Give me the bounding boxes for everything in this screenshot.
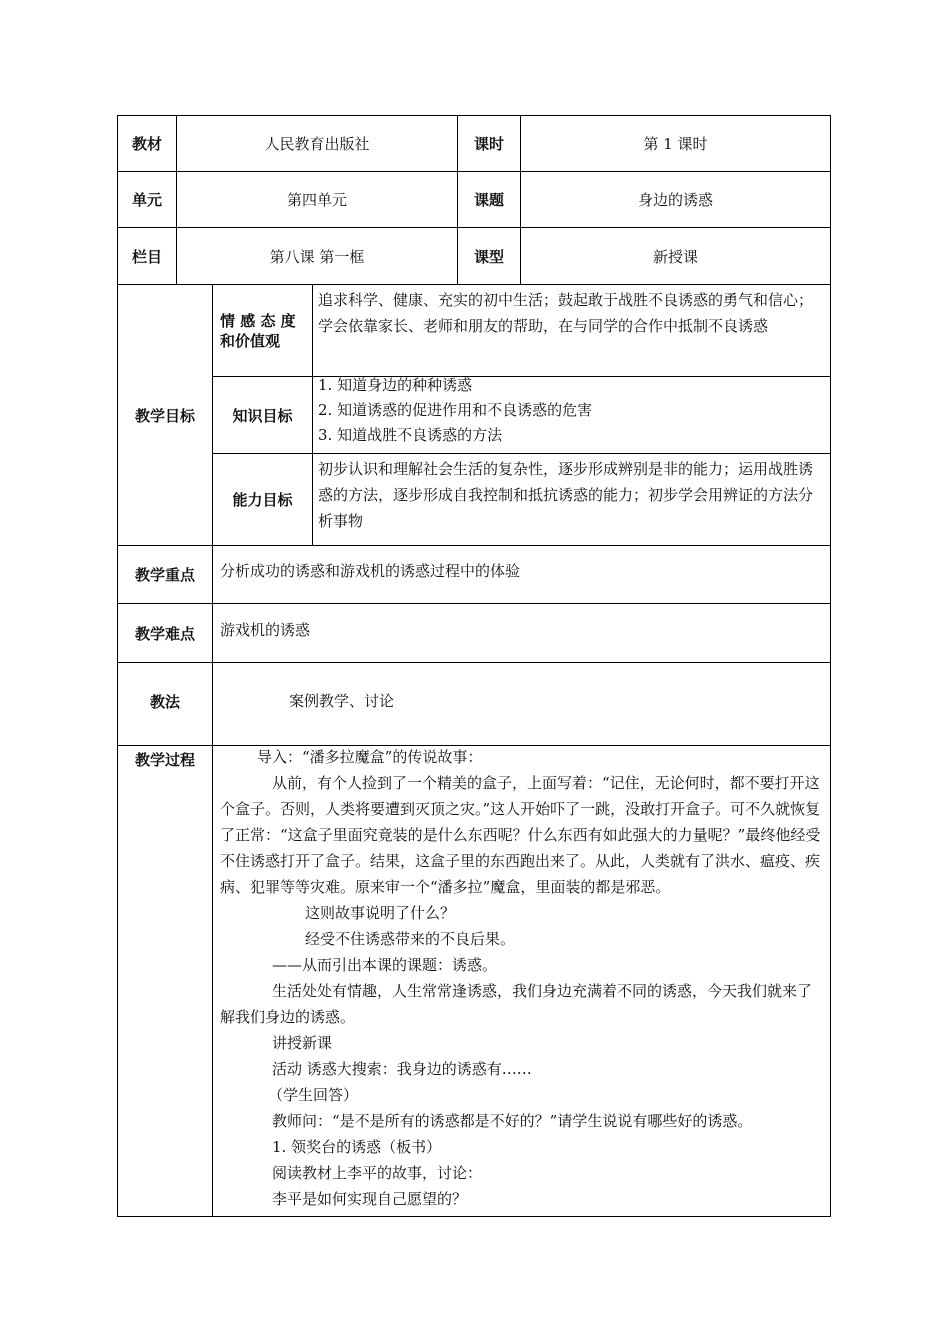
goal-knowledge-item: 1. 知道身边的种种诱惑 <box>318 376 473 394</box>
process-line: ——从而引出本课的课题：诱惑。 <box>272 956 498 974</box>
difficulty-text: 游戏机的诱惑 <box>220 621 311 639</box>
goal-ability-label: 能力目标 <box>232 491 293 509</box>
goal-knowledge-label: 知识目标 <box>232 406 293 425</box>
goal-attitude-text: 追求科学、健康、充实的初中生活；鼓起敢于战胜不良诱惑的勇气和信心；学会依靠家长、老师和朋友的帮助，在与同学的合作中抵制不良诱惑 <box>318 291 814 335</box>
process-line: 经受不住诱惑带来的不良后果。 <box>305 930 516 948</box>
key-point-label: 教学重点 <box>134 566 195 584</box>
teaching-goals-label: 教学目标 <box>134 406 195 425</box>
period-value: 第 1 课时 <box>643 135 708 153</box>
process-line: 1. 领奖台的诱惑（板书） <box>272 1138 442 1156</box>
goal-knowledge-item: 2. 知道诱惑的促进作用和不良诱惑的危害 <box>318 401 593 419</box>
process-paragraph: 从前，有个人捡到了一个精美的盒子，上面写着：“记住，无论何时，都不要打开这个盒子。否则，人类将要遭到灭顶之灾。”这人开始吓了一跳，没敢打开盒子。可不久就恢复了正常：“这盒子里面究竟装的是什么东西呢？什么东西有如此强大的力量呢？”最终他经受不住诱惑打开了盒子。结果，这盒子里的东西跑出来了。从此，人类就有了洪水、瘟疫、疾病、犯罪等等灾难。原来审一个“潘多拉”魔盒，里面装的都是邪恶。 <box>220 774 821 896</box>
column-value: 第八课 第一框 <box>269 247 365 266</box>
goal-knowledge-list <box>318 373 826 453</box>
method-text: 案例教学、讨论 <box>289 692 395 710</box>
process-line: 讲授新课 <box>272 1034 333 1052</box>
textbook-label: 教材 <box>131 135 162 153</box>
process-line: 这则故事说明了什么？ <box>305 904 456 922</box>
process-line: 活动 诱惑大搜索：我身边的诱惑有…… <box>272 1060 532 1078</box>
key-point-text: 分析成功的诱惑和游戏机的诱惑过程中的体验 <box>220 562 521 580</box>
textbook-value: 人民教育出版社 <box>264 135 370 153</box>
lesson-type-label: 课型 <box>473 247 504 266</box>
process-line: 阅读教材上李平的故事，讨论： <box>272 1164 483 1182</box>
goal-ability-text: 初步认识和理解社会生活的复杂性，逐步形成辨别是非的能力；运用战胜诱惑的方法，逐步形成自我控制和抵抗诱惑的能力；初步学会用辨证的方法分析事物 <box>318 460 814 530</box>
topic-label: 课题 <box>473 191 504 209</box>
unit-label: 单元 <box>131 191 162 209</box>
period-label: 课时 <box>473 135 504 153</box>
difficulty-label: 教学难点 <box>134 624 195 643</box>
process-label: 教学过程 <box>134 750 195 769</box>
process-line: （学生回答） <box>268 1086 359 1104</box>
goal-attitude-label: 情 感 态 度和价值观 <box>220 312 296 350</box>
method-label: 教法 <box>149 692 180 711</box>
unit-value: 第四单元 <box>286 191 347 209</box>
column-label: 栏目 <box>131 247 162 266</box>
lesson-type-value: 新授课 <box>652 247 698 266</box>
goal-knowledge-item: 3. 知道战胜不良诱惑的方法 <box>318 426 503 444</box>
process-line: 导入：“潘多拉魔盒”的传说故事： <box>257 748 483 766</box>
topic-value: 身边的诱惑 <box>637 191 713 209</box>
process-paragraph: 生活处处有情趣，人生常常逢诱惑，我们身边充满着不同的诱惑，今天我们就来了解我们身边的诱惑。 <box>220 982 813 1026</box>
process-line: 李平是如何实现自己愿望的？ <box>272 1190 468 1208</box>
process-body <box>220 744 824 1212</box>
process-line: 教师问：“是不是所有的诱惑都是不好的？”请学生说说有哪些好的诱惑。 <box>272 1112 753 1130</box>
